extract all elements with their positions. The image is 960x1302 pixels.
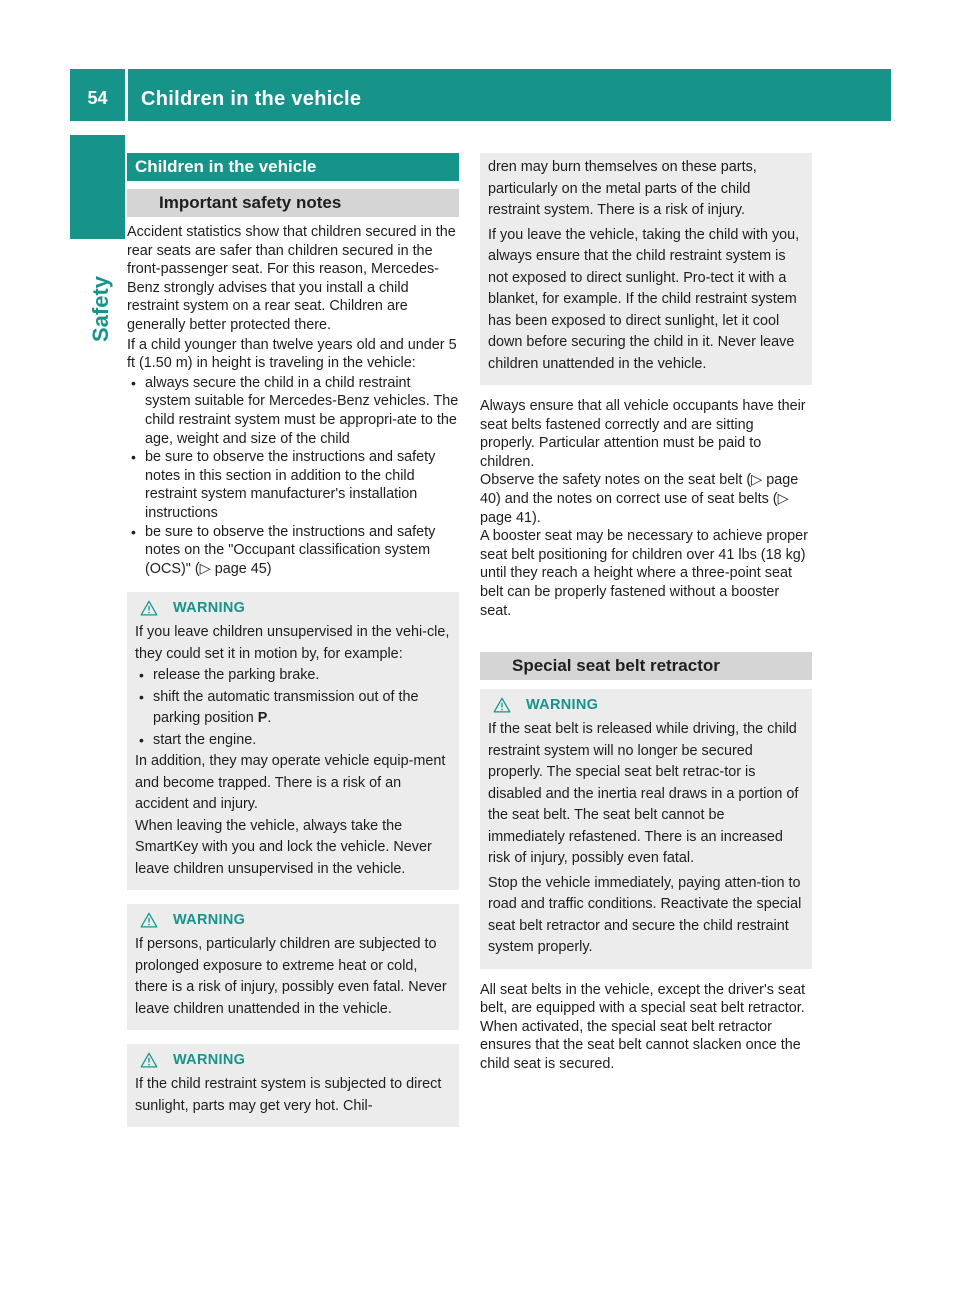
warning-triangle-icon — [140, 1052, 158, 1068]
side-tab-label: Safety — [88, 275, 113, 342]
side-tab-marker — [70, 135, 125, 239]
warning-box-sunlight-continued — [480, 153, 812, 385]
warning-box-unsupervised — [127, 592, 459, 890]
warning-title: WARNING — [173, 600, 246, 617]
retractor-paragraph: All seat belts in the vehicle, except the driver's seat belt, are equipped with a special seat belt retractor. When activated, the special seat belt retractor ensures that the seat belt cannot slacken once the child seat is secured. — [480, 981, 806, 1072]
booster-seat-paragraph: A booster seat may be necessary to achieve proper seat belt positioning for children over 41 lbs (18 kg) until they reach a height where a three-point seat belt can be properly fastened without a booster seat. — [480, 528, 808, 619]
subsection-heading-safety-notes: Important safety notes — [127, 189, 459, 217]
warning-text: In addition, they may operate vehicle equip-ment and become trapped. There is a risk of an accident and injury. — [135, 753, 446, 813]
parking-position-code: P — [257, 710, 268, 727]
list-item: • release the parking brake. — [137, 665, 451, 687]
seat-belt-reference-paragraph: Observe the safety notes on the seat belt (▷ page 40) and the notes on correct use of seat belts (▷ page 41). — [480, 472, 799, 526]
warning-title: WARNING — [173, 912, 246, 929]
header-divider — [125, 69, 128, 121]
warning-text: If the seat belt is released while driving, the child restraint system will no longer be secured properly. The special seat belt retrac-tor is disabled and the inertia real draws in a portion of the seat belt. The seat belt cannot be immediately refastened. There is an increased risk of injury, possibly even fatal. — [488, 721, 799, 867]
warning-title: WARNING — [173, 1052, 246, 1069]
warning-bullet-list — [137, 665, 451, 751]
warning-text: Stop the vehicle immediately, paying atten-tion to road and traffic conditions. Reactivate the special seat belt retractor and secure the child restraint system properly. — [488, 874, 802, 956]
list-item: • always secure the child in a child restraint system suitable for Mercedes-Benz vehicles. The child restraint system must be appropri-ate to the age, weight and size of the child — [129, 374, 459, 448]
section-heading: Children in the vehicle — [127, 153, 459, 181]
list-item: • be sure to observe the instructions and safety notes on the "Occupant classification system (OCS)" (▷ page 45) — [129, 523, 459, 579]
warning-triangle-icon — [140, 912, 158, 928]
list-item: • start the engine. — [137, 730, 451, 752]
warning-text: If persons, particularly children are subjected to prolonged exposure to extreme heat or cold, there is a risk of injury, possibly even fatal. Never leave children unattended in the vehicle. — [135, 936, 447, 1017]
warning-text: If you leave children unsupervised in the vehi-cle, they could set it in motion by, for example: — [135, 624, 450, 662]
warning-text: dren may burn themselves on these parts, particularly on the metal parts of the child restraint system. There is a risk of injury. — [488, 159, 757, 218]
page-number: 54 — [87, 88, 108, 108]
list-item: • be sure to observe the instructions and safety notes in this section in addition to the child restraint system manufacturer's installation instructions — [129, 448, 459, 522]
warning-title: WARNING — [526, 697, 599, 714]
subsection-heading-retractor: Special seat belt retractor — [480, 652, 812, 680]
seat-belt-paragraph: Always ensure that all vehicle occupants have their seat belts fastened correctly and are sitting properly. Particular attention must be paid to children. — [480, 398, 806, 470]
right-column — [480, 153, 812, 1074]
header-title: Children in the vehicle — [141, 88, 362, 110]
intro-paragraph: Accident statistics show that children secured in the rear seats are safer than children secured in the front-passenger seat. For this reason, Mercedes-Benz strongly advises that you install a child restraint system on a rear seat. Children are generally better protected there. — [127, 224, 456, 333]
warning-triangle-icon — [493, 697, 511, 713]
warning-box-sunlight — [127, 1044, 459, 1127]
warning-box-heat-cold — [127, 904, 459, 1030]
warning-text: If you leave the vehicle, taking the child with you, always ensure that the child restraint system is not exposed to direct sunlight. Pro-tect it with a blanket, for example. If the child restraint system has been exposed to direct sunlight, let it cool down before securing the child in it. Never leave children unattended in the vehicle. — [488, 226, 800, 372]
left-column — [127, 153, 459, 1127]
warning-text: If the child restraint system is subjected to direct sunlight, parts may get very hot. Chil- — [135, 1076, 442, 1114]
child-criteria-paragraph: If a child younger than twelve years old and under 5 ft (1.50 m) in height is traveling in the vehicle: — [127, 336, 457, 372]
warning-triangle-icon — [140, 600, 158, 616]
warning-text: When leaving the vehicle, always take the SmartKey with you and lock the vehicle. Never leave children unsupervised in the vehicle. — [135, 817, 432, 877]
warning-box-retractor — [480, 689, 812, 969]
safety-bullet-list — [129, 374, 459, 579]
list-item: • shift the automatic transmission out of the parking position P. — [137, 687, 451, 730]
